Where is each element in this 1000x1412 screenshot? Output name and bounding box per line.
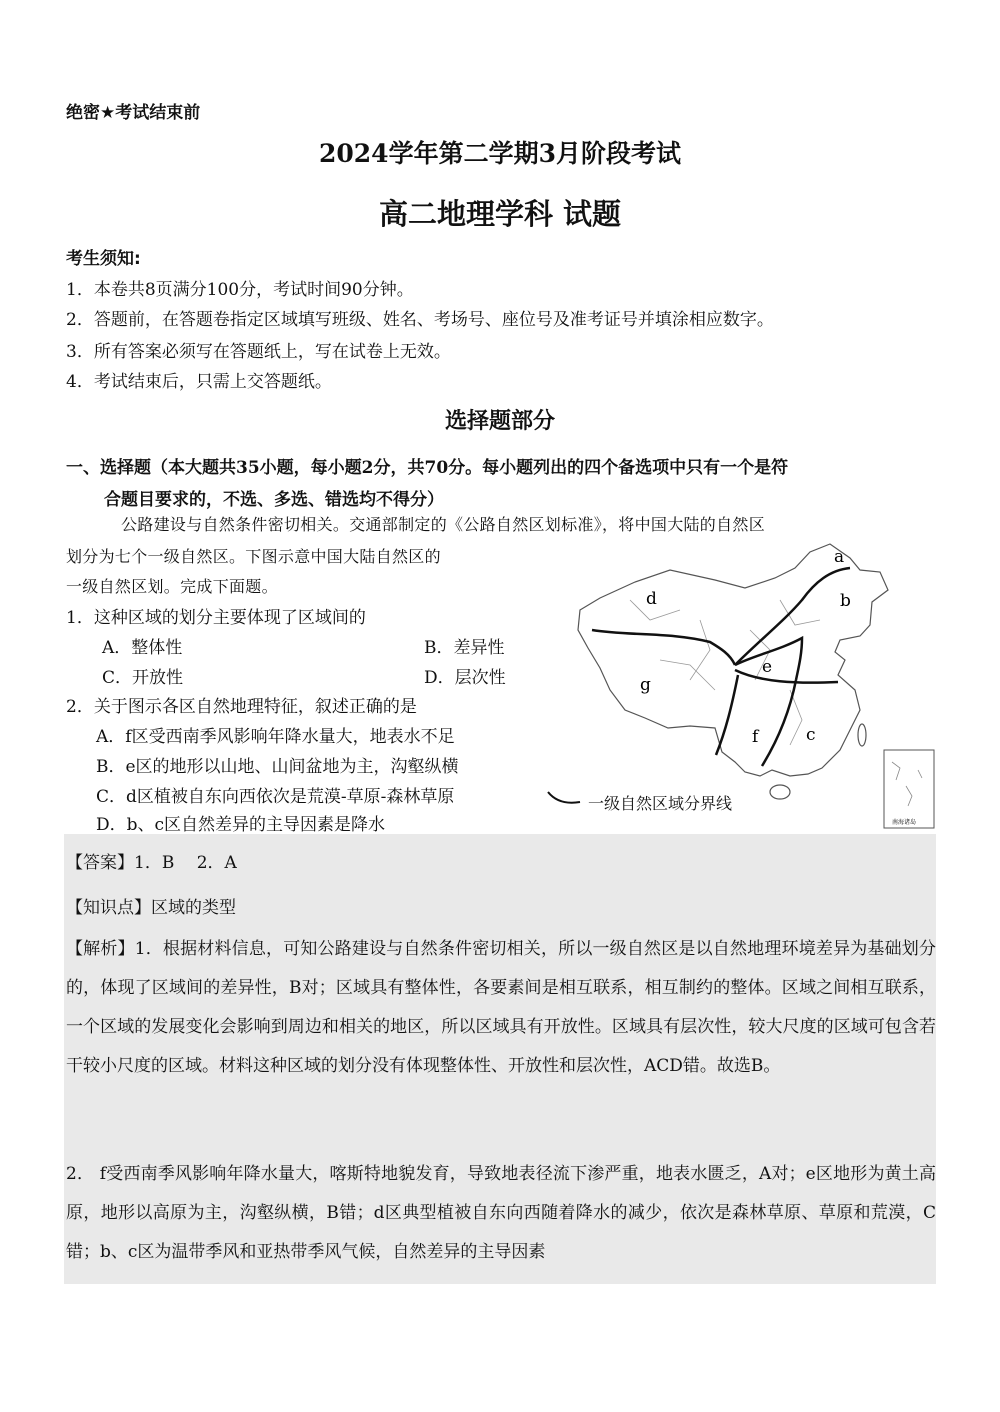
passage-line: 公路建设与自然条件密切相关。交通部制定的《公路自然区划标准》，将中国大陆的自然区 <box>121 515 766 534</box>
notice-item: 2．答题前，在答题卷指定区域填写班级、姓名、考场号、座位号及准考证号并填涂相应数字。 <box>66 310 774 330</box>
region-label-f: f <box>752 727 759 747</box>
confidential-mark: 绝密★考试结束前 <box>66 103 201 123</box>
question-2-stem: 2．关于图示各区自然地理特征，叙述正确的是 <box>66 697 417 717</box>
boundary-legend-icon <box>546 788 584 808</box>
region-label-b: b <box>840 591 851 611</box>
q1-option-a: A．整体性 <box>102 638 183 658</box>
q2-option-c: C．d区植被自东向西依次是荒漠-草原-森林草原 <box>96 787 455 807</box>
region-label-d: d <box>646 589 657 609</box>
passage-line: 一级自然区划。完成下面题。 <box>66 577 278 596</box>
region-label-c: c <box>806 725 816 745</box>
boundary-line <box>716 675 738 755</box>
south-china-sea-inset <box>884 750 934 828</box>
region-label-g: g <box>640 675 651 695</box>
region-label-a: a <box>834 547 845 567</box>
q2-option-b: B．e区的地形以山地、山间盆地为主，沟壑纵横 <box>96 757 459 777</box>
notice-item: 4．考试结束后，只需上交答题纸。 <box>66 372 332 392</box>
boundary-line <box>735 568 850 665</box>
q1-option-b: B．差异性 <box>424 638 505 658</box>
explanation-q2: 2． f受西南季风影响年降水量大，喀斯特地貌发育，导致地表径流下渗严重，地表水匮乏，A对；e区地形为黄土高原，地形以高原为主，沟壑纵横，B错；d区典型植被自东向西随着降水的减少，依次是森林草原、草原和荒漠，C错；b、c区为温带季风和亚热带季风气候，自然差异的主导因素 <box>66 1164 936 1262</box>
question-header-line1: 一、选择题（本大题共35小题，每小题2分，共70分。每小题列出的四个备选项中只有一个是符 <box>66 458 789 478</box>
answer-line: 【答案】1．B 2．A <box>66 853 237 873</box>
china-natural-regions-map <box>540 540 940 830</box>
question-group-header <box>66 452 936 516</box>
section-title: 选择题部分 <box>444 409 555 434</box>
explanation-q1: 【解析】1．根据材料信息，可知公路建设与自然条件密切相关，所以一级自然区是以自然地理环境差异为基础划分的，体现了区域间的差异性，B对；区域具有整体性，各要素间是相互联系，相互制约的整体。区域之间相互联系，一个区域的发展变化会影响到周边和相关的地区，所以区域具有开放性。区域具有层次性，较大尺度的区域可包含若干较小尺度的区域。材料这种区域的划分没有体现整体性、开放性和层次性，ACD错。故选B。 <box>66 939 936 1076</box>
q1-option-d: D．层次性 <box>424 668 506 688</box>
notice-item: 1．本卷共8页满分100分，考试时间90分钟。 <box>66 280 414 300</box>
map-legend: 一级自然区域分界线 <box>588 794 733 813</box>
subject-title: 高二地理学科 试题 <box>378 197 622 231</box>
region-label-e: e <box>762 657 773 677</box>
question-header-line2: 合题目要求的，不选、多选、错选均不得分） <box>104 490 444 510</box>
passage-line: 划分为七个一级自然区。下图示意中国大陆自然区的 <box>66 547 441 566</box>
boundary-line <box>592 630 735 665</box>
inset-label: 南海诸岛 <box>892 819 917 826</box>
q2-option-d: D．b、c区自然差异的主导因素是降水 <box>96 815 386 835</box>
boundary-line <box>735 670 838 683</box>
knowledge-point: 【知识点】区域的类型 <box>66 898 236 918</box>
notice-heading: 考生须知: <box>66 249 141 269</box>
notice-item: 3．所有答案必须写在答题纸上，写在试卷上无效。 <box>66 342 451 362</box>
question-1-stem: 1．这种区域的划分主要体现了区域间的 <box>66 608 366 628</box>
exam-title: 2024学年第二学期3月阶段考试 <box>319 139 681 168</box>
q2-option-a: A．f区受西南季风影响年降水量大，地表水不足 <box>96 727 455 747</box>
q1-option-c: C．开放性 <box>102 668 184 688</box>
